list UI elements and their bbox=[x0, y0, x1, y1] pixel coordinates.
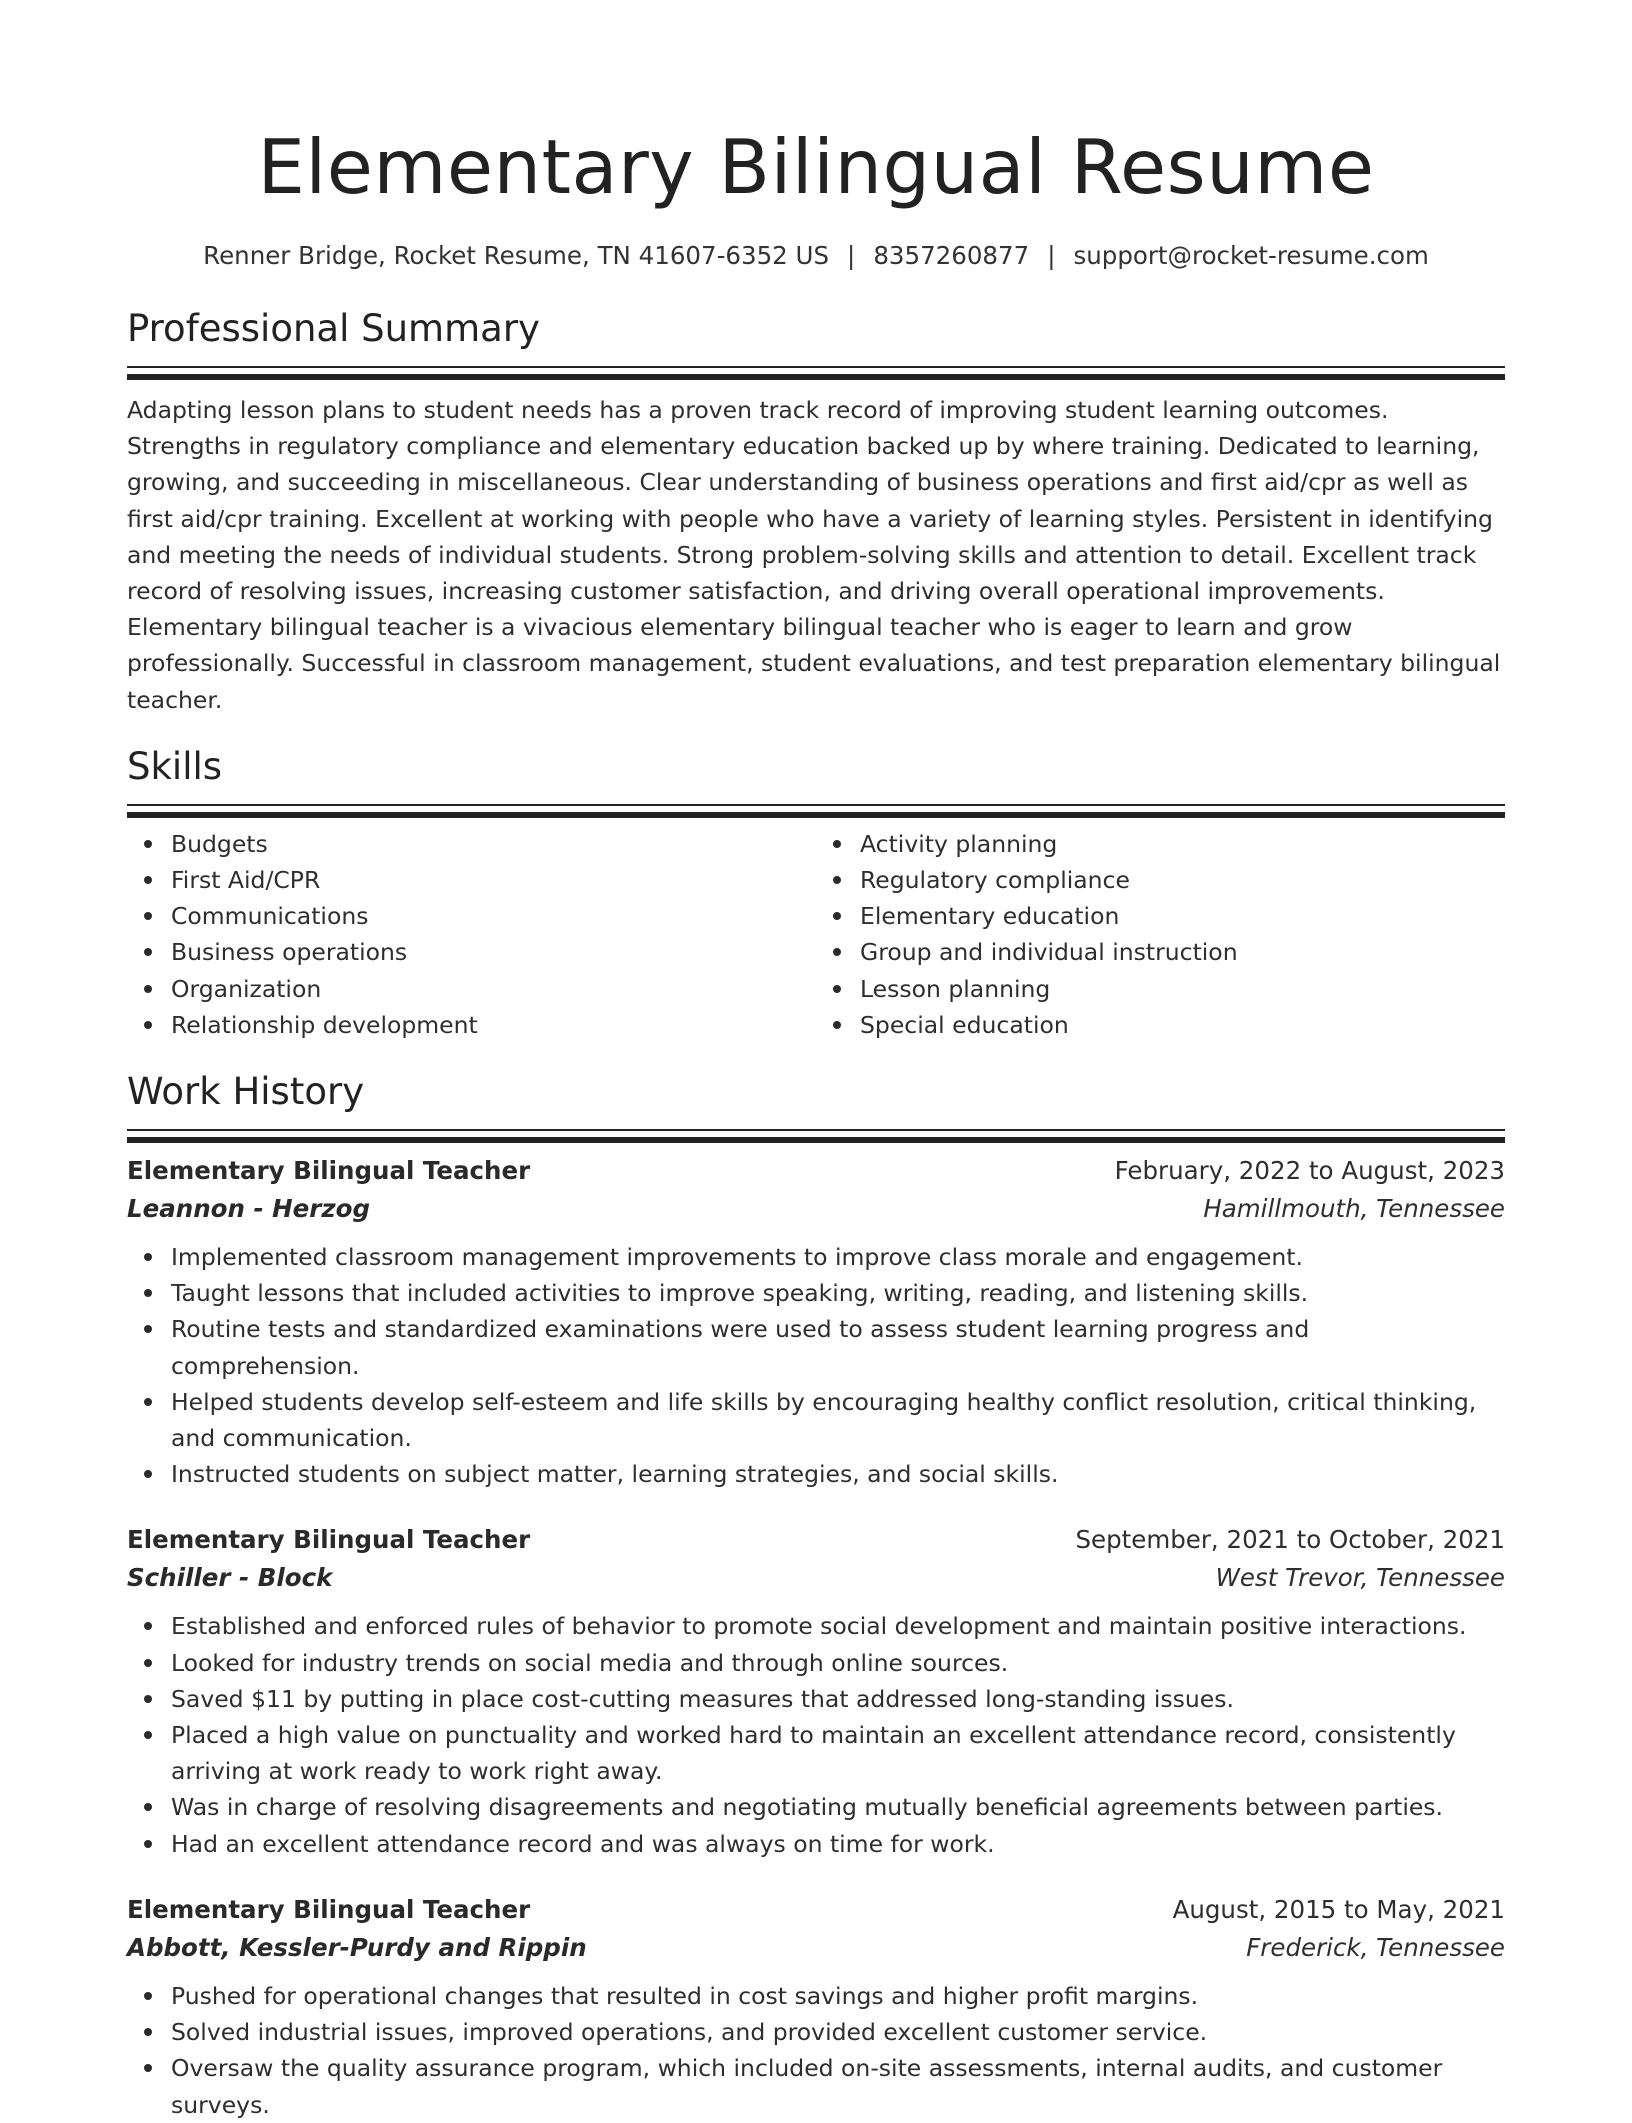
summary-section bbox=[127, 306, 1505, 718]
skill-item: Budgets bbox=[171, 826, 816, 862]
duty-item: Saved $11 by putting in place cost-cutting measures that addressed long-standing issues. bbox=[171, 1681, 1505, 1717]
contact-phone: 8357260877 bbox=[873, 241, 1030, 270]
contact-address: Renner Bridge, Rocket Resume, TN 41607-6352 US bbox=[203, 241, 830, 270]
skills-grid bbox=[127, 826, 1505, 1043]
job-company: Abbott, Kessler-Purdy and Rippin bbox=[127, 1932, 587, 1962]
section-divider bbox=[127, 366, 1505, 368]
job-entry bbox=[127, 1522, 1505, 1861]
duty-item: Routine tests and standardized examinations were used to assess student learning progress and comprehension. bbox=[171, 1311, 1505, 1383]
duty-item: Had an excellent attendance record and was always on time for work. bbox=[171, 1826, 1505, 1862]
section-title-summary: Professional Summary bbox=[127, 307, 540, 350]
job-location: Hamillmouth, Tennessee bbox=[1203, 1194, 1505, 1224]
duty-item: Instructed students on subject matter, learning strategies, and social skills. bbox=[171, 1456, 1505, 1492]
job-dates: February, 2022 to August, 2023 bbox=[1114, 1156, 1505, 1186]
skill-item: Business operations bbox=[171, 934, 816, 970]
skills-column-right bbox=[816, 826, 1505, 1043]
duty-item: Placed a high value on punctuality and worked hard to maintain an excellent attendance record, consistently arriving at work ready to work right away. bbox=[171, 1717, 1505, 1789]
job-company: Leannon - Herzog bbox=[127, 1194, 370, 1224]
job-header bbox=[127, 1892, 1505, 1928]
skills-column-left bbox=[127, 826, 816, 1043]
duty-item: Implemented classroom management improvements to improve class morale and engagement. bbox=[171, 1239, 1505, 1275]
job-location: West Trevor, Tennessee bbox=[1215, 1563, 1505, 1593]
job-header bbox=[127, 1153, 1505, 1189]
contact-email: support@rocket-resume.com bbox=[1073, 241, 1429, 270]
duty-item: Solved industrial issues, improved operations, and provided excellent customer service. bbox=[171, 2014, 1505, 2050]
job-dates: August, 2015 to May, 2021 bbox=[1172, 1894, 1505, 1924]
duty-item: Was in charge of resolving disagreements and negotiating mutually beneficial agreements between parties. bbox=[171, 1789, 1505, 1825]
duty-item: Pushed for operational changes that resulted in cost savings and higher profit margins. bbox=[171, 1978, 1505, 2014]
job-dates: September, 2021 to October, 2021 bbox=[1075, 1525, 1505, 1555]
duty-item: Oversaw the quality assurance program, which included on-site assessments, internal audits, and customer surveys. bbox=[171, 2050, 1505, 2122]
skill-item: Activity planning bbox=[860, 826, 1505, 862]
section-divider bbox=[127, 804, 1505, 806]
job-title: Elementary Bilingual Teacher bbox=[127, 1525, 531, 1555]
job-title: Elementary Bilingual Teacher bbox=[127, 1156, 531, 1186]
section-title-skills: Skills bbox=[127, 744, 223, 788]
contact-separator: | bbox=[1047, 241, 1056, 270]
section-title-work-history: Work History bbox=[127, 1070, 365, 1114]
duty-item: Helped students develop self-esteem and life skills by encouraging healthy conflict resolution, critical thinking, and communication. bbox=[171, 1384, 1505, 1456]
summary-text: Adapting lesson plans to student needs has a proven track record of improving student learning outcomes. Strengths in regulatory compliance and elementary education backed up by where training. Dedicated to learning, growing, and succeeding in miscellaneous. Clear understanding of business operations and first aid/cpr as well as first aid/cpr training. Excellent at working with people who have a variety of learning styles. Persistent in identifying and meeting the needs of individual students. Strong problem-solving skills and attention to detail. Excellent track record of resolving issues, increasing customer satisfaction, and driving overall operational improvements. Elementary bilingual teacher is a vivacious elementary bilingual teacher who is eager to learn and grow professionally. Successful in classroom management, student evaluations, and test preparation elementary bilingual teacher. bbox=[127, 396, 1501, 714]
work-history-section bbox=[127, 1069, 1505, 2123]
job-location: Frederick, Tennessee bbox=[1246, 1932, 1505, 1962]
resume-name: Elementary Bilingual Resume bbox=[257, 123, 1375, 211]
job-title: Elementary Bilingual Teacher bbox=[127, 1894, 531, 1924]
skill-item: Special education bbox=[860, 1007, 1505, 1043]
section-divider bbox=[127, 1129, 1505, 1131]
job-subheader bbox=[127, 1189, 1505, 1229]
skill-item: First Aid/CPR bbox=[171, 862, 816, 898]
job-duties bbox=[127, 1239, 1505, 1492]
job-header bbox=[127, 1522, 1505, 1558]
job-duties bbox=[127, 1978, 1505, 2123]
job-subheader bbox=[127, 1928, 1505, 1968]
skill-item: Relationship development bbox=[171, 1007, 816, 1043]
skills-section bbox=[127, 744, 1505, 1043]
job-duties bbox=[127, 1608, 1505, 1861]
contact-line bbox=[127, 240, 1505, 272]
job-company: Schiller - Block bbox=[127, 1563, 333, 1593]
contact-separator: | bbox=[847, 241, 856, 270]
skill-item: Communications bbox=[171, 898, 816, 934]
skill-item: Lesson planning bbox=[860, 971, 1505, 1007]
duty-item: Taught lessons that included activities to improve speaking, writing, reading, and listening skills. bbox=[171, 1275, 1505, 1311]
duty-item: Looked for industry trends on social media and through online sources. bbox=[171, 1645, 1505, 1681]
skill-item: Elementary education bbox=[860, 898, 1505, 934]
skill-item: Group and individual instruction bbox=[860, 934, 1505, 970]
job-entry bbox=[127, 1892, 1505, 2123]
duty-item: Established and enforced rules of behavior to promote social development and maintain positive interactions. bbox=[171, 1608, 1505, 1644]
skill-item: Regulatory compliance bbox=[860, 862, 1505, 898]
skill-item: Organization bbox=[171, 971, 816, 1007]
job-entry bbox=[127, 1153, 1505, 1492]
job-subheader bbox=[127, 1558, 1505, 1598]
